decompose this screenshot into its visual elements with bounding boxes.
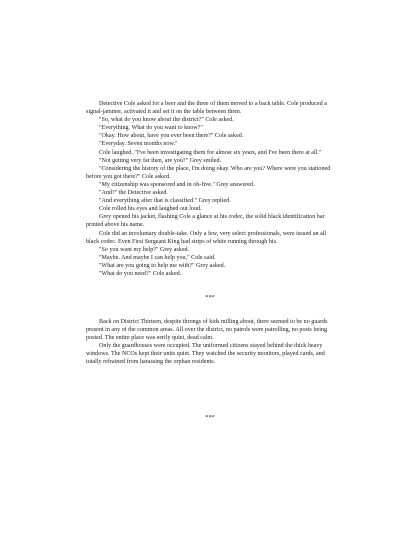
paragraph: "Not getting very far then, are you?" Grey smiled. bbox=[99, 157, 222, 164]
paragraph: "My citizenship was sponsored and in oh-five." Grey answered. bbox=[99, 181, 255, 188]
paragraph: "So, what do you know about the district?" Cole asked. bbox=[99, 117, 234, 124]
scene-break: *** bbox=[205, 295, 215, 301]
paragraph: Back on District Thirteen, despite throngs of kids milling about, there seemed to be no guards present in any of the common areas. All over the district, no patrols were patrolling, no posts being posted. The entire place was eerily quiet, dead calm. bbox=[86, 319, 328, 342]
paragraph: "What do you need?" Cole asked. bbox=[99, 270, 182, 277]
section-one bbox=[86, 100, 334, 278]
paragraph: Only the guardhouses were occupied. The uniformed citizens stayed behind the thick heavy windows. The NCOs kept their units quiet. They watched the security monitors, played cards, and totally refrained from harassing the orphan residents. bbox=[86, 343, 325, 366]
scene-break: *** bbox=[205, 415, 215, 421]
paragraph: "Everything. What do you want to know?" bbox=[99, 125, 203, 132]
paragraph: "What are you going to help me with?" Grey asked. bbox=[99, 262, 226, 269]
paragraph: Detective Cole asked for a beer and the three of them moved to a back table. Cole produced a signal-jammer, activated it and set it on the table between them. bbox=[86, 101, 327, 116]
paragraph: "And?" the Detective asked. bbox=[99, 190, 168, 197]
paragraph: "Considering the history of the place, I'm doing okay. Who are you? Where were you stationed before you got there?" Cole asked. bbox=[86, 165, 331, 180]
paragraph: "Everyday. Seven months now." bbox=[99, 141, 178, 148]
paragraph: Cole laughed. "I've been investigating them for almost six years, and I've been there at all." bbox=[99, 149, 322, 156]
section-two bbox=[86, 318, 334, 367]
paragraph: "Maybe. And maybe I can help you," Cole said. bbox=[99, 254, 216, 261]
paragraph: "Okay. How about, have you ever been there?" Cole asked. bbox=[99, 133, 244, 140]
paragraph: "And everything after that is classified." Grey replied. bbox=[99, 198, 231, 205]
paragraph: "So you want my help?" Grey asked. bbox=[99, 246, 190, 253]
paragraph: Grey opened his jacket, flashing Cole a glance at his codec, the solid black identification bar printed above his name. bbox=[86, 214, 325, 229]
paragraph: Cole did an involuntary double-take. Only a few, very select professionals, were issued an all black codec. Even First Sergeant King had strips of white running through his. bbox=[86, 230, 327, 245]
paragraph: Cole rolled his eyes and laughed out loud. bbox=[99, 206, 202, 213]
